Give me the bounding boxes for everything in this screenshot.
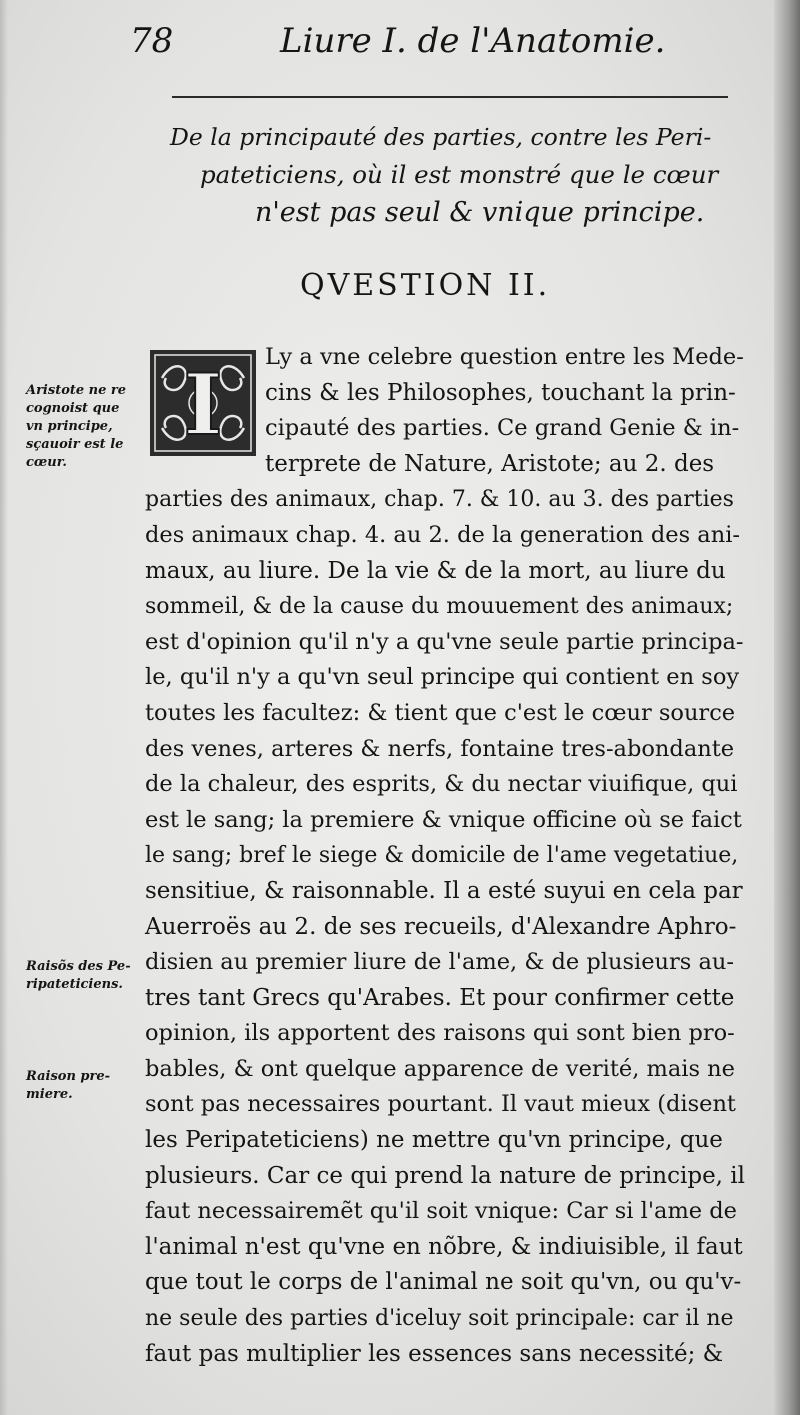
margin-note-line: Raisõs des Pe- bbox=[26, 959, 131, 974]
text-line: faut pas multiplier les essences sans necessité; & bbox=[145, 1340, 724, 1367]
margin-note-line: ripateticiens. bbox=[26, 977, 123, 992]
question-heading: QVESTION II. bbox=[300, 268, 551, 303]
margin-note-line: Raison pre- bbox=[26, 1069, 111, 1084]
page-number: 78 bbox=[130, 21, 174, 61]
text-line: Auerroës au 2. de ses recueils, d'Alexandre Aphro- bbox=[145, 913, 737, 940]
section-title-line: De la principauté des parties, contre les Peri- bbox=[170, 123, 712, 151]
text-line: est d'opinion qu'il n'y a qu'vne seule partie principa- bbox=[145, 628, 744, 655]
margin-note-line: vn principe, bbox=[26, 419, 113, 434]
margin-note bbox=[26, 382, 146, 472]
text-line: le, qu'il n'y a qu'vn seul principe qui contient en soy bbox=[145, 664, 740, 691]
section-title-line: n'est pas seul & vnique principe. bbox=[255, 197, 705, 228]
section-title bbox=[160, 118, 720, 232]
page-gutter-shadow bbox=[0, 0, 8, 1415]
text-line: parties des animaux, chap. 7. & 10. au 3. des parties bbox=[145, 487, 734, 513]
text-line: cins & les Philosophes, touchant la prin- bbox=[265, 379, 736, 406]
drop-cap-letter: I bbox=[183, 355, 223, 454]
margin-note-line: Aristote ne re bbox=[26, 383, 127, 398]
text-line: le sang; bref le siege & domicile de l'ame vegetatiue, bbox=[145, 843, 739, 869]
running-head bbox=[130, 18, 730, 64]
header-rule bbox=[172, 96, 728, 98]
margin-note-line: cœur. bbox=[26, 455, 67, 470]
margin-note bbox=[26, 958, 146, 994]
text-line: tres tant Grecs qu'Arabes. Et pour confirmer cette bbox=[145, 984, 735, 1011]
margin-note-line: sçauoir est le bbox=[26, 437, 124, 452]
text-line: ne seule des parties d'iceluy soit principale: car il ne bbox=[145, 1306, 734, 1332]
text-line: les Peripateticiens) ne mettre qu'vn principe, que bbox=[145, 1127, 723, 1154]
text-line: bables, & ont quelque apparence de verité, mais ne bbox=[145, 1055, 735, 1082]
text-line: des animaux chap. 4. au 2. de la generation des ani- bbox=[145, 521, 740, 548]
text-line: faut necessairemẽt qu'il soit vnique: Car si l'ame de bbox=[145, 1198, 737, 1225]
text-line: est le sang; la premiere & vnique officine où se faict bbox=[145, 806, 742, 833]
text-line: de la chaleur, des esprits, & du nectar viuifique, qui bbox=[145, 771, 738, 798]
text-line: cipauté des parties. Ce grand Genie & in- bbox=[265, 415, 740, 442]
text-line: terprete de Nature, Aristote; au 2. des bbox=[265, 450, 715, 477]
text-line: toutes les facultez: & tient que c'est le cœur source bbox=[145, 699, 736, 726]
text-line: disien au premier liure de l'ame, & de plusieurs au- bbox=[145, 949, 734, 976]
text-line: plusieurs. Car ce qui prend la nature de principe, il bbox=[145, 1162, 746, 1189]
margin-note-line: cognoist que bbox=[26, 401, 120, 416]
margin-note-line: miere. bbox=[26, 1087, 73, 1102]
text-line: des venes, arteres & nerfs, fontaine tres-abondante bbox=[145, 735, 735, 762]
text-line: opinion, ils apportent des raisons qui sont bien pro- bbox=[145, 1020, 735, 1047]
section-title-line: pateticiens, où il est monstré que le cœur bbox=[200, 160, 719, 189]
text-line: l'animal n'est qu'vne en nõbre, & indiuisible, il faut bbox=[145, 1233, 743, 1260]
text-line: maux, au liure. De la vie & de la mort, au liure du bbox=[145, 557, 726, 584]
text-line: Ly a vne celebre question entre les Mede- bbox=[265, 344, 744, 370]
text-line: sommeil, & de la cause du mouuement des animaux; bbox=[145, 594, 734, 620]
text-line: sont pas necessaires pourtant. Il vaut mieux (disent bbox=[145, 1091, 736, 1118]
page-edge-shadow bbox=[774, 0, 800, 1415]
text-line: sensitiue, & raisonnable. Il a esté suyui en cela par bbox=[145, 877, 743, 904]
margin-note bbox=[26, 1068, 146, 1104]
text-line: que tout le corps de l'animal ne soit qu'vn, ou qu'v- bbox=[145, 1269, 742, 1296]
running-title: Liure I. de l'Anatomie. bbox=[280, 21, 666, 61]
body-text bbox=[145, 340, 745, 1372]
